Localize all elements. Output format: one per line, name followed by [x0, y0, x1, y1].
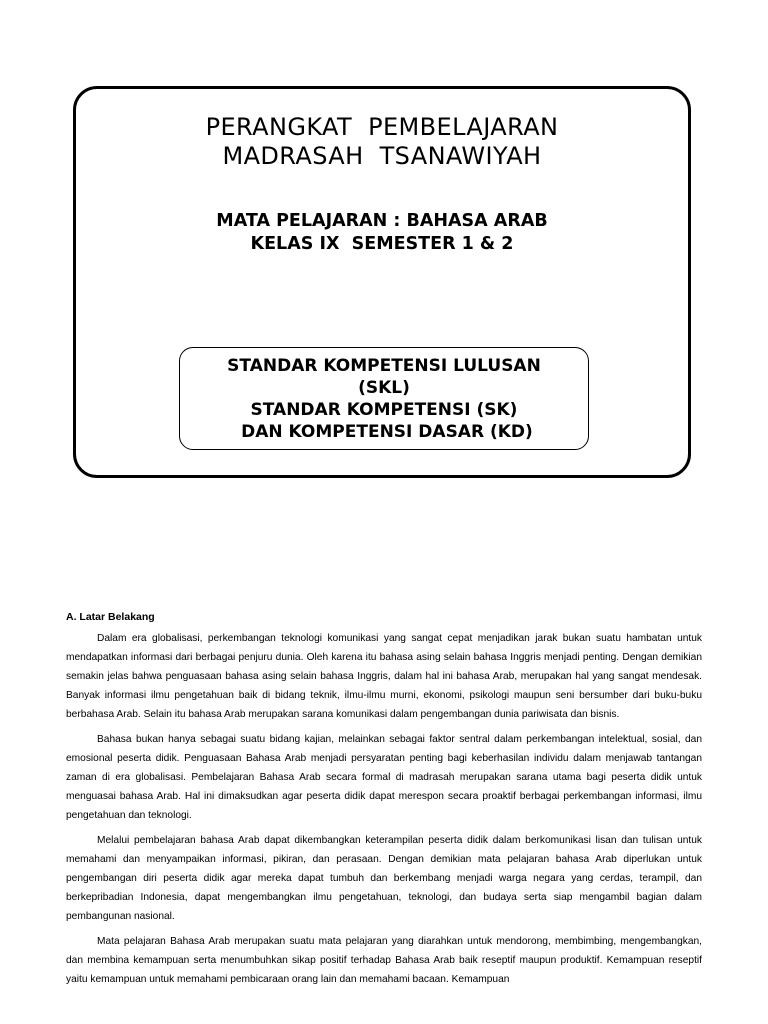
- paragraph: Dalam era globalisasi, perkembangan teknologi komunikasi yang sangat cepat menjadikan jarak bukan suatu hambatan untuk mendapatkan informasi dari berbagai penjuru dunia. Oleh karena itu bahasa asing selain bahasa Inggris menjadi penting. Dengan demikian semakin jelas bahwa penguasaan bahasa asing selain bahasa Inggris, dalam hal ini bahasa Arab, merupakan hal yang sangat mendesak. Banyak informasi ilmu pengetahuan baik di bidang teknik, ilmu-ilmu murni, ekonomi, psikologi maupun seni bersumber dari buku-buku berbahasa Arab. Selain itu bahasa Arab merupakan sarana komunikasi dalam pengembangan dunia pariwisata dan bisnis.: [66, 633, 702, 720]
- class-line: KELAS IX SEMESTER 1 & 2: [250, 234, 514, 254]
- paragraph: Melalui pembelajaran bahasa Arab dapat dikembangkan keterampilan peserta didik dalam berkomunikasi lisan dan tulisan untuk memahami dan menyampaikan informasi, pikiran, dan perasaan. Dengan demikian mata pelajaran bahasa Arab diperlukan untuk pengembangan diri peserta didik agar mereka dapat tumbuh dan berkembang menjadi warga negara yang cerdas, terampil, dan berkepribadian Indonesia, dapat mengembangkan ilmu pengetahuan, teknologi, dan budaya serta siap mengambil bagian dalam pembangunan nasional.: [66, 835, 702, 922]
- paragraph: Mata pelajaran Bahasa Arab merupakan suatu mata pelajaran yang diarahkan untuk mendorong, membimbing, mengembangkan, dan membina kemampuan serta menumbuhkan sikap positif terhadap Bahasa Arab baik reseptif maupun produktif. Kemampuan reseptif yaitu kemampuan untuk memahami pembicaraan orang lain dan memahami bacaan. Kemampuan: [66, 936, 702, 985]
- section-heading: A. Latar Belakang: [66, 611, 155, 623]
- skl-line-2: (SKL): [358, 378, 410, 398]
- title-line-1: PERANGKAT PEMBELAJARAN: [205, 113, 559, 141]
- skl-line-1: STANDAR KOMPETENSI LULUSAN: [227, 356, 541, 376]
- cover-box: [73, 86, 691, 478]
- paragraph: Bahasa bukan hanya sebagai suatu bidang kajian, melainkan sebagai faktor sentral dalam perkembangan intelektual, sosial, dan emosional peserta didik. Penguasaan Bahasa Arab menjadi persyaratan penting bagi keberhasilan individu dalam menjawab tantangan zaman di era globalisasi. Pembelajaran Bahasa Arab secara formal di madrasah merupakan sarana utama bagi peserta didik untuk menguasai bahasa Arab. Hal ini dimaksudkan agar peserta didik dapat merespon secara proaktif berbagai perkembangan informasi, ilmu pengetahuan dan teknologi.: [66, 734, 702, 821]
- document-title: [76, 113, 688, 171]
- subject-info: [76, 210, 688, 256]
- body-text: [66, 629, 702, 995]
- skl-box: [179, 347, 589, 450]
- skl-line-3: STANDAR KOMPETENSI (SK): [250, 400, 518, 420]
- title-line-2: MADRASAH TSANAWIYAH: [222, 142, 542, 170]
- skl-line-4: DAN KOMPETENSI DASAR (KD): [235, 422, 533, 442]
- subject-line: MATA PELAJARAN : BAHASA ARAB: [216, 211, 548, 231]
